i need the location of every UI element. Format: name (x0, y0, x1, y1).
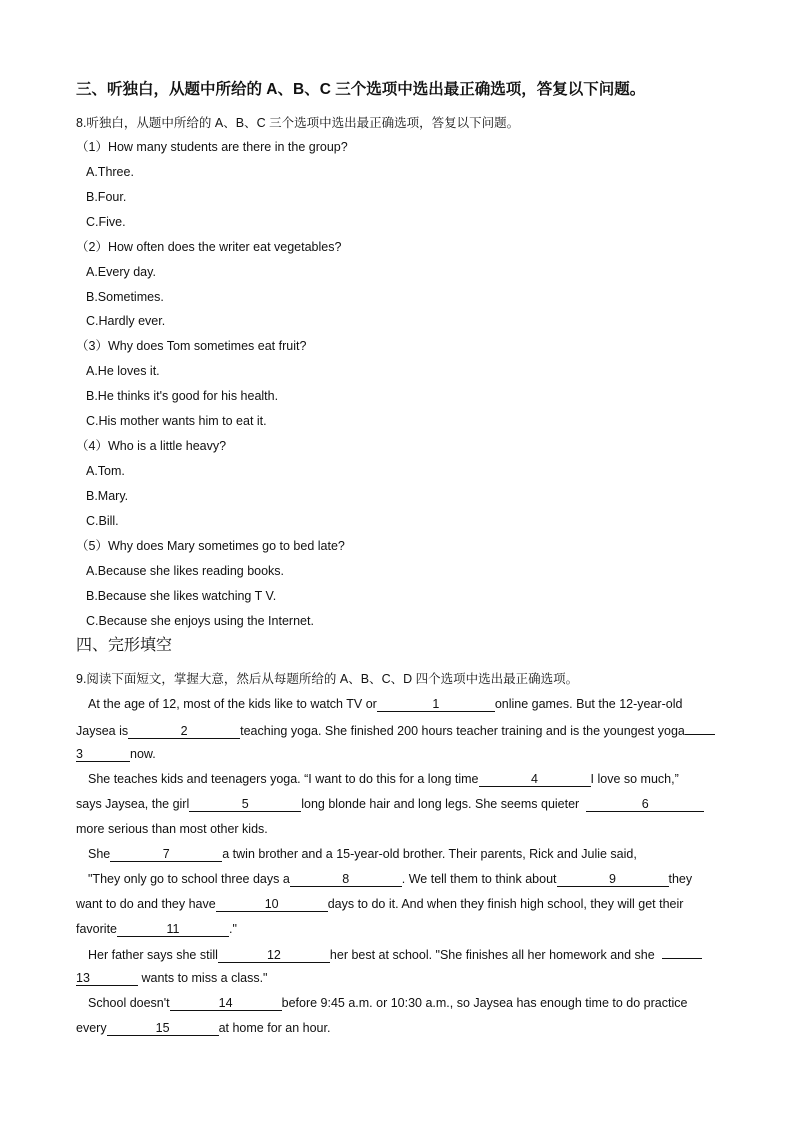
option-b: B.Sometimes. (86, 290, 164, 304)
question-stem: （4）Who is a little heavy? (76, 439, 227, 453)
passage-text: a twin brother and a 15-year-old brother. Their parents, Rick and Julie said, (222, 847, 637, 861)
passage-line (76, 994, 724, 1012)
blank-12[interactable]: 12 (218, 948, 330, 963)
passage-text: teaching yoga. She finished 200 hours teacher training and is the youngest yoga (240, 724, 685, 738)
blank-6[interactable]: 6 (586, 797, 704, 812)
passage-text: Her father says she still (88, 948, 218, 962)
blank-9[interactable]: 9 (557, 872, 669, 887)
passage-line (76, 770, 724, 788)
option-a: A.Because she likes reading books. (86, 564, 285, 578)
passage-text: . We tell them to think about (401, 872, 557, 886)
passage-text: at home for an hour. (218, 1021, 331, 1035)
passage-line (76, 720, 724, 740)
question-8-intro: 8.听独白，从题中所给的 A、B、C 三个选项中选出最正确选项，答复以下问题。 (76, 116, 520, 130)
option-c: C.Because she enjoys using the Internet. (86, 614, 314, 628)
passage-line (76, 845, 724, 863)
passage-text: She teaches kids and teenagers yoga. “I want to do this for a long time (88, 772, 479, 786)
passage-line (76, 795, 724, 813)
option-a: A.Tom. (86, 464, 125, 478)
blank-13-start[interactable] (662, 944, 702, 959)
blank-8[interactable]: 8 (290, 872, 402, 887)
question-stem: （3）Why does Tom sometimes eat fruit? (76, 339, 307, 353)
passage-text: She (88, 847, 111, 861)
option-a: A.Every day. (86, 265, 156, 279)
passage-text: days to do it. And when they finish high school, they will get their (327, 897, 684, 911)
passage-line (76, 969, 724, 987)
passage-line (76, 695, 724, 713)
option-b: B.Because she likes watching T V. (86, 589, 277, 603)
passage-text: long blonde hair and long legs. She seems quieter (301, 797, 580, 811)
passage-text: they (668, 872, 693, 886)
passage-line (76, 1019, 724, 1037)
passage-line (76, 920, 724, 938)
blank-11[interactable]: 11 (117, 922, 229, 937)
passage-text: now. (130, 747, 156, 761)
passage-text: online games. But the 12-year-old (494, 697, 683, 711)
passage-text: "They only go to school three days a (88, 872, 290, 886)
option-c: C.Hardly ever. (86, 314, 166, 328)
section-4-title: 四、完形填空 (76, 637, 173, 654)
passage-text: I love so much,” (590, 772, 679, 786)
blank-4[interactable]: 4 (479, 772, 591, 787)
passage-text: School doesn't (88, 996, 170, 1010)
option-a: A.He loves it. (86, 364, 160, 378)
blank-7[interactable]: 7 (110, 847, 222, 862)
option-b: B.Four. (86, 190, 127, 204)
passage-text: want to do and they have (76, 897, 216, 911)
passage-line (76, 745, 724, 763)
blank-3-start[interactable] (685, 720, 715, 735)
blank-1[interactable]: 1 (377, 697, 495, 712)
option-b: B.Mary. (86, 489, 129, 503)
question-stem: （1）How many students are there in the group? (76, 140, 348, 154)
passage-line (76, 944, 724, 964)
passage-text: before 9:45 a.m. or 10:30 a.m., so Jaysea has enough time to do practice (281, 996, 688, 1010)
option-c: C.Five. (86, 215, 126, 229)
blank-10[interactable]: 10 (216, 897, 328, 912)
passage-text: Jaysea is (76, 724, 129, 738)
option-b: B.He thinks it's good for his health. (86, 389, 279, 403)
passage-line (76, 870, 724, 888)
passage-text: favorite (76, 922, 117, 936)
passage-text: wants to miss a class." (141, 971, 268, 985)
passage-line: more serious than most other kids. (76, 822, 268, 836)
blank-3[interactable]: 3 (76, 747, 130, 762)
question-9-intro: 9.阅读下面短文，掌握大意，然后从每题所给的 A、B、C、D 四个选项中选出最正确选项。 (76, 672, 579, 686)
blank-13[interactable]: 13 (76, 971, 138, 986)
blank-15[interactable]: 15 (107, 1021, 219, 1036)
option-c: C.Bill. (86, 514, 119, 528)
question-stem: （5）Why does Mary sometimes go to bed late? (76, 539, 345, 553)
option-a: A.Three. (86, 165, 134, 179)
section-3-title: 三、听独白，从题中所给的 A、B、C 三个选项中选出最正确选项，答复以下问题。 (76, 81, 646, 98)
passage-text: every (76, 1021, 107, 1035)
passage-text: her best at school. "She finishes all her homework and she (329, 948, 655, 962)
passage-text: ." (229, 922, 237, 936)
blank-5[interactable]: 5 (189, 797, 301, 812)
passage-line (76, 895, 724, 913)
passage-text: says Jaysea, the girl (76, 797, 190, 811)
blank-2[interactable]: 2 (128, 724, 240, 739)
option-c: C.His mother wants him to eat it. (86, 414, 267, 428)
question-stem: （2）How often does the writer eat vegetables? (76, 240, 342, 254)
passage-text: At the age of 12, most of the kids like to watch TV or (88, 697, 377, 711)
blank-14[interactable]: 14 (170, 996, 282, 1011)
